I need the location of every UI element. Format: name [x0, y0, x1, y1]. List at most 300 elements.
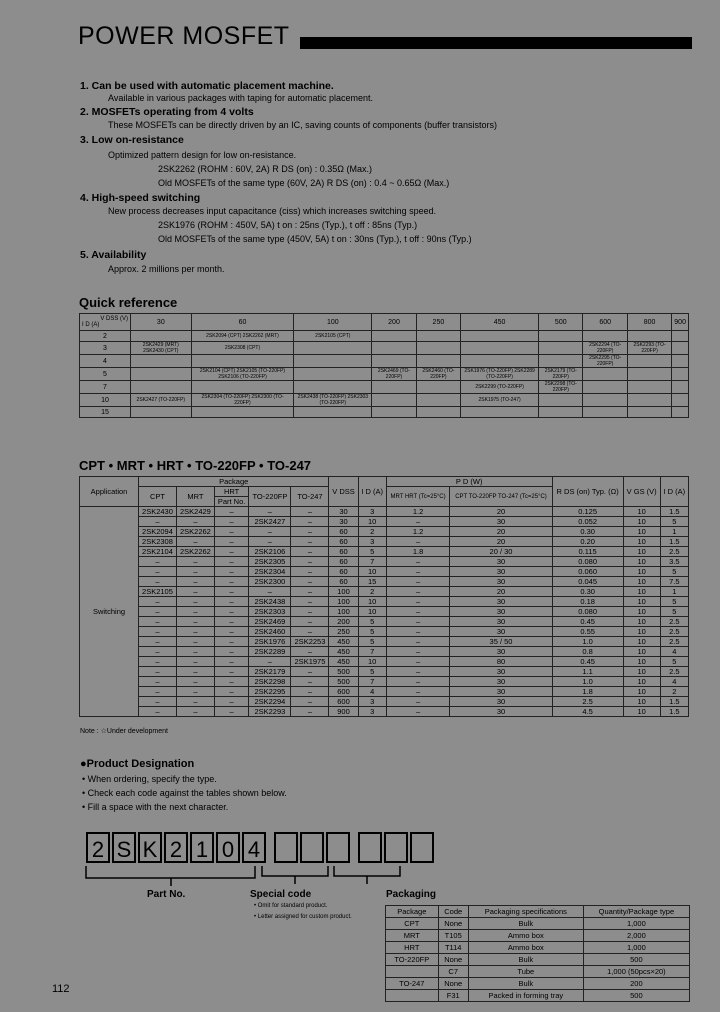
mt-cell: 2.5 [552, 697, 623, 707]
mt-cell: 60 [329, 577, 358, 587]
qr-row [80, 407, 689, 418]
char-box: 1 [190, 832, 214, 863]
mt-cell: 10 [623, 697, 660, 707]
mt-cell: – [176, 597, 214, 607]
qr-cell [294, 342, 372, 355]
mt-cell: 0.30 [552, 527, 623, 537]
mt-cell: – [214, 687, 248, 697]
pk-cell: TO-247 [386, 978, 439, 990]
mt-cell: 3 [358, 697, 386, 707]
qr-voltage: 60 [191, 314, 294, 331]
mt-cell: – [214, 527, 248, 537]
mt-cell: 2SK2305 [249, 557, 291, 567]
qr-cell [294, 407, 372, 418]
mt-cell: – [139, 567, 177, 577]
mt-h-hrt: HRT [214, 487, 248, 497]
qr-cell [372, 381, 416, 394]
mt-cell: – [386, 567, 450, 577]
mt-cell: 30 [450, 647, 552, 657]
mt-cell: 1.5 [660, 507, 688, 517]
mt-cell: 3 [358, 537, 386, 547]
mt-cell: 10 [358, 657, 386, 667]
mt-cell: 10 [623, 707, 660, 717]
pk-cell: 1,000 [583, 918, 689, 930]
mt-h-id: I D (A) [358, 477, 386, 507]
char-box: 2 [164, 832, 188, 863]
mt-cell: 2.5 [660, 617, 688, 627]
mt-cell: 2SK2427 [249, 517, 291, 527]
mt-cell: 30 [450, 697, 552, 707]
qr-cell [372, 394, 416, 407]
mt-cell: – [214, 667, 248, 677]
mt-cell: 1 [660, 587, 688, 597]
designation-bullet: • Check each code against the tables shown below. [82, 788, 287, 798]
mt-cell: 15 [358, 577, 386, 587]
mt-cell: – [214, 677, 248, 687]
mt-cell: – [176, 647, 214, 657]
mt-cell: 0.045 [552, 577, 623, 587]
mt-cell: – [291, 517, 329, 527]
mt-cell: 2SK2262 [176, 547, 214, 557]
mt-cell: – [139, 677, 177, 687]
table-row [80, 547, 689, 557]
pk-cell: 1,000 (50pcs×20) [583, 966, 689, 978]
table-row [80, 597, 689, 607]
mt-cell: 450 [329, 647, 358, 657]
mt-cell: – [214, 517, 248, 527]
mt-cell: 2SK2300 [249, 577, 291, 587]
qr-voltage: 800 [627, 314, 671, 331]
mt-cell: 2SK2460 [249, 627, 291, 637]
mt-cell: 5 [660, 607, 688, 617]
table-row [80, 677, 689, 687]
mt-cell: – [176, 517, 214, 527]
qr-voltage: 500 [539, 314, 583, 331]
pk-cell: T105 [438, 930, 468, 942]
mt-cell: – [386, 617, 450, 627]
feature-5-line: Approx. 2 millions per month. [108, 264, 225, 274]
mt-cell: 2 [358, 527, 386, 537]
mt-cell: – [139, 617, 177, 627]
mt-cell: 10 [623, 677, 660, 687]
char-box: 4 [242, 832, 266, 863]
mt-cell: – [386, 647, 450, 657]
mt-cell: 2SK2293 [249, 707, 291, 717]
mt-cell: – [214, 507, 248, 517]
pk-row [386, 918, 690, 930]
qr-row [80, 394, 689, 407]
mt-cell: 2SK2304 [249, 567, 291, 577]
pk-cell: CPT [386, 918, 439, 930]
pk-cell: Bulk [468, 918, 583, 930]
qr-voltage: 100 [294, 314, 372, 331]
mt-cell: – [139, 687, 177, 697]
mt-cell: – [176, 667, 214, 677]
feature-3-title: 3. Low on-resistance [80, 134, 184, 146]
mt-cell: – [291, 707, 329, 717]
page-number: 112 [52, 983, 70, 995]
mt-cell: 10 [623, 667, 660, 677]
mt-h-partno: Part No. [214, 497, 248, 507]
mt-cell: 3 [358, 707, 386, 717]
mt-cell: 60 [329, 537, 358, 547]
mt-cell: – [291, 677, 329, 687]
mt-cell: 3.5 [660, 557, 688, 567]
mt-cell: 10 [623, 647, 660, 657]
mt-cell: – [176, 587, 214, 597]
qr-voltage: 900 [672, 314, 689, 331]
mt-cell: 7 [358, 677, 386, 687]
table-row [80, 697, 689, 707]
mt-cell: 2SK2262 [176, 527, 214, 537]
mt-cell: 100 [329, 587, 358, 597]
qr-cell [131, 407, 192, 418]
pk-h: Package [386, 906, 439, 918]
mt-h-application: Application [80, 477, 139, 507]
pk-cell: None [438, 978, 468, 990]
mt-cell: 10 [623, 547, 660, 557]
mt-cell: 4 [660, 647, 688, 657]
pk-cell: None [438, 918, 468, 930]
qr-cell [539, 394, 583, 407]
mt-cell: 60 [329, 527, 358, 537]
pk-cell [386, 966, 439, 978]
mt-cell: – [291, 667, 329, 677]
mt-h-vgs: V GS (V) [623, 477, 660, 507]
char-box: S [112, 832, 136, 863]
qr-current: 15 [80, 407, 131, 418]
qr-cell [539, 355, 583, 368]
feature-1-title: 1. Can be used with automatic placement machine. [80, 80, 334, 92]
qr-cell [627, 331, 671, 342]
qr-row [80, 331, 689, 342]
qr-voltage: 30 [131, 314, 192, 331]
mt-cell: – [139, 557, 177, 567]
mt-cell: 30 [450, 517, 552, 527]
qr-cell [583, 407, 627, 418]
mt-cell: – [291, 507, 329, 517]
mt-cell: – [214, 657, 248, 667]
mt-cell: 5 [660, 517, 688, 527]
mt-cell: – [139, 607, 177, 617]
qr-cell [416, 331, 460, 342]
packaging-table [385, 905, 690, 1002]
mt-cell: 2SK2308 [139, 537, 177, 547]
mt-cell: 5 [358, 547, 386, 557]
mt-cell: 5 [358, 667, 386, 677]
mt-cell: 1.2 [386, 507, 450, 517]
qr-cell: 2SK2304 (TO-220FP) 2SK2300 (TO-220FP) [191, 394, 294, 407]
mt-cell: 0.30 [552, 587, 623, 597]
pk-cell: Tube [468, 966, 583, 978]
pk-cell: 500 [583, 954, 689, 966]
mt-cell: – [139, 647, 177, 657]
mt-cell: – [386, 557, 450, 567]
feature-1-line: Available in various packages with taping for automatic placement. [108, 93, 373, 103]
qr-cell [294, 368, 372, 381]
part-number-boxes [86, 832, 436, 863]
mt-cell: – [139, 577, 177, 587]
mt-cell: 2SK2104 [139, 547, 177, 557]
pk-row [386, 966, 690, 978]
mt-cell: – [291, 567, 329, 577]
mt-cell: 1.5 [660, 537, 688, 547]
mt-application: Switching [80, 507, 139, 717]
mt-cell: – [176, 537, 214, 547]
part-no-label: Part No. [147, 889, 186, 900]
mt-cell: 10 [623, 687, 660, 697]
mt-cell: – [291, 687, 329, 697]
table-row [80, 707, 689, 717]
empty-box [410, 832, 434, 863]
qr-cell [294, 381, 372, 394]
mt-cell: – [176, 567, 214, 577]
qr-cell [627, 381, 671, 394]
mt-cell: 60 [329, 567, 358, 577]
mt-cell: – [214, 627, 248, 637]
special-note: • Letter assigned for custom product. [254, 914, 352, 920]
qr-cell [131, 381, 192, 394]
qr-current: 4 [80, 355, 131, 368]
mt-cell: 30 [450, 707, 552, 717]
qr-current: 3 [80, 342, 131, 355]
mt-cell: – [214, 637, 248, 647]
pk-row [386, 930, 690, 942]
mt-cell: 20 [450, 507, 552, 517]
mt-cell: 0.20 [552, 537, 623, 547]
mt-cell: 500 [329, 677, 358, 687]
pk-row [386, 942, 690, 954]
mt-cell: 0.125 [552, 507, 623, 517]
mt-cell: 200 [329, 617, 358, 627]
mt-cell: 100 [329, 607, 358, 617]
qr-cell [416, 394, 460, 407]
pk-cell: Ammo box [468, 930, 583, 942]
mt-cell: 4 [660, 677, 688, 687]
quick-reference-heading: Quick reference [79, 295, 178, 310]
mt-cell: – [214, 577, 248, 587]
mt-cell: 0.18 [552, 597, 623, 607]
qr-cell [131, 331, 192, 342]
mt-cell: 1.0 [552, 637, 623, 647]
mt-cell: – [176, 697, 214, 707]
mt-cell: 2SK2429 [176, 507, 214, 517]
mt-cell: 2SK2253 [291, 637, 329, 647]
table-row [80, 557, 689, 567]
special-note: • Omit for standard product. [254, 903, 328, 909]
mt-cell: 10 [623, 587, 660, 597]
mt-cell: 1.5 [660, 697, 688, 707]
mt-cell: 10 [623, 537, 660, 547]
mt-cell: 5 [660, 567, 688, 577]
pk-row [386, 954, 690, 966]
qr-cell [131, 355, 192, 368]
feature-3-line-2: 2SK2262 (ROHM : 60V, 2A) R DS (on) : 0.35Ω (Max.) [158, 164, 372, 174]
mt-cell: – [214, 607, 248, 617]
mt-h-rds: R DS (on) Typ. (Ω) [552, 477, 623, 507]
feature-5-title: 5. Availability [80, 249, 147, 261]
mt-cell: 30 [450, 677, 552, 687]
mt-cell: 2SK2469 [249, 617, 291, 627]
mt-cell: 30 [450, 557, 552, 567]
mt-cell: 60 [329, 557, 358, 567]
qr-corner-id: I D (A) [82, 322, 100, 328]
qr-cell [583, 368, 627, 381]
mt-cell: – [291, 537, 329, 547]
mt-cell: 30 [450, 687, 552, 697]
pk-cell: Packed in forming tray [468, 990, 583, 1002]
feature-2-title: 2. MOSFETs operating from 4 volts [80, 106, 254, 118]
feature-2-line: These MOSFETs can be directly driven by an IC, saving counts of components (buffer transistors) [108, 120, 498, 130]
qr-cell: 2SK2179 (TO-220FP) [539, 368, 583, 381]
qr-cell [372, 342, 416, 355]
mt-cell: 20 [450, 587, 552, 597]
mt-cell: – [139, 517, 177, 527]
mt-cell: – [214, 557, 248, 567]
mt-cell: 2 [660, 687, 688, 697]
qr-cell [672, 394, 689, 407]
qr-cell [672, 342, 689, 355]
mt-cell: – [214, 537, 248, 547]
mt-cell: 10 [623, 567, 660, 577]
qr-cell [461, 407, 539, 418]
mt-cell: 5 [358, 637, 386, 647]
table-row [80, 507, 689, 517]
mt-cell: – [291, 577, 329, 587]
table-row [80, 587, 689, 597]
designation-heading: ●Product Designation [80, 758, 195, 770]
qr-cell: 2SK2298 (TO-220FP) [539, 381, 583, 394]
mt-cell: – [139, 657, 177, 667]
mt-cell: 30 [450, 667, 552, 677]
table-row [80, 687, 689, 697]
feature-4-title: 4. High-speed switching [80, 192, 201, 204]
mt-cell: – [386, 667, 450, 677]
mt-cell: – [386, 537, 450, 547]
mt-cell: – [176, 677, 214, 687]
mt-cell: 10 [623, 617, 660, 627]
mt-cell: 10 [623, 517, 660, 527]
feature-3-line-3: Old MOSFETs of the same type (60V, 2A) R DS (on) : 0.4 ~ 0.65Ω (Max.) [158, 178, 450, 188]
mt-cell: – [249, 527, 291, 537]
char-box: 2 [86, 832, 110, 863]
qr-cell [416, 407, 460, 418]
table-row [80, 637, 689, 647]
mt-h-to247: TO-247 [291, 487, 329, 507]
mt-cell: 20 [450, 527, 552, 537]
qr-row [80, 342, 689, 355]
qr-cell [461, 355, 539, 368]
mt-cell: 5 [358, 627, 386, 637]
mt-cell: 0.080 [552, 607, 623, 617]
qr-cell [416, 381, 460, 394]
mt-cell: – [214, 597, 248, 607]
qr-cell: 2SK2438 (TO-220FP) 2SK2303 (TO-220FP) [294, 394, 372, 407]
mt-cell: 10 [358, 607, 386, 617]
mt-cell: 10 [623, 657, 660, 667]
mt-cell: 5 [358, 617, 386, 627]
qr-cell [372, 355, 416, 368]
mt-cell: 10 [623, 607, 660, 617]
qr-cell: 2SK2460 (TO-220FP) [416, 368, 460, 381]
mt-cell: 2SK1976 [249, 637, 291, 647]
qr-cell [627, 407, 671, 418]
mt-cell: 10 [623, 597, 660, 607]
mt-cell: – [291, 527, 329, 537]
table-row [80, 537, 689, 547]
table-row [80, 617, 689, 627]
mt-cell: 0.115 [552, 547, 623, 557]
mt-cell: 10 [358, 597, 386, 607]
title-rule [300, 37, 692, 49]
mt-h-pd-sub2: CPT TO-220FP TO-247 (Tc=25°C) [450, 487, 552, 507]
mt-cell: – [249, 537, 291, 547]
qr-cell [461, 331, 539, 342]
empty-box [384, 832, 408, 863]
mt-cell: 0.060 [552, 567, 623, 577]
mt-cell: 1.2 [386, 527, 450, 537]
pk-cell: Ammo box [468, 942, 583, 954]
mt-cell: – [386, 587, 450, 597]
mt-cell: 2 [358, 587, 386, 597]
qr-row [80, 355, 689, 368]
mt-cell: 900 [329, 707, 358, 717]
mt-cell: 600 [329, 687, 358, 697]
mt-cell: 2SK2105 [139, 587, 177, 597]
qr-cell [627, 368, 671, 381]
mt-cell: – [176, 687, 214, 697]
mt-cell: 7.5 [660, 577, 688, 587]
qr-cell [191, 381, 294, 394]
main-table-heading: CPT • MRT • HRT • TO-220FP • TO-247 [79, 458, 312, 473]
mt-cell: 2SK2438 [249, 597, 291, 607]
qr-cell [416, 342, 460, 355]
qr-voltage: 250 [416, 314, 460, 331]
mt-cell: – [139, 597, 177, 607]
empty-box [274, 832, 298, 863]
feature-4-line-2: 2SK1976 (ROHM : 450V, 5A) t on : 25ns (Typ.), t off : 85ns (Typ.) [158, 220, 418, 230]
mt-h-cpt: CPT [139, 487, 177, 507]
table-row [80, 667, 689, 677]
qr-current: 10 [80, 394, 131, 407]
empty-box [326, 832, 350, 863]
mt-cell: 2SK2430 [139, 507, 177, 517]
mt-cell: – [139, 697, 177, 707]
pk-cell: HRT [386, 942, 439, 954]
mt-cell: – [386, 627, 450, 637]
mt-cell: – [291, 547, 329, 557]
pk-cell: Bulk [468, 954, 583, 966]
mt-cell: 4.5 [552, 707, 623, 717]
table-row [80, 577, 689, 587]
mt-cell: 30 [329, 517, 358, 527]
mt-cell: 30 [450, 627, 552, 637]
qr-cell [539, 331, 583, 342]
table-row [80, 607, 689, 617]
mt-cell: – [139, 707, 177, 717]
qr-cell [627, 355, 671, 368]
mt-cell: 1.1 [552, 667, 623, 677]
mt-cell: 450 [329, 657, 358, 667]
packaging-label: Packaging [386, 889, 437, 900]
mt-cell: 2.5 [660, 627, 688, 637]
mt-cell: 2.5 [660, 637, 688, 647]
mt-cell: 0.45 [552, 617, 623, 627]
qr-cell: 2SK2094 (CPT) 2SK2262 (MRT) [191, 331, 294, 342]
qr-voltage: 600 [583, 314, 627, 331]
mt-cell: 10 [623, 527, 660, 537]
mt-cell: 0.080 [552, 557, 623, 567]
